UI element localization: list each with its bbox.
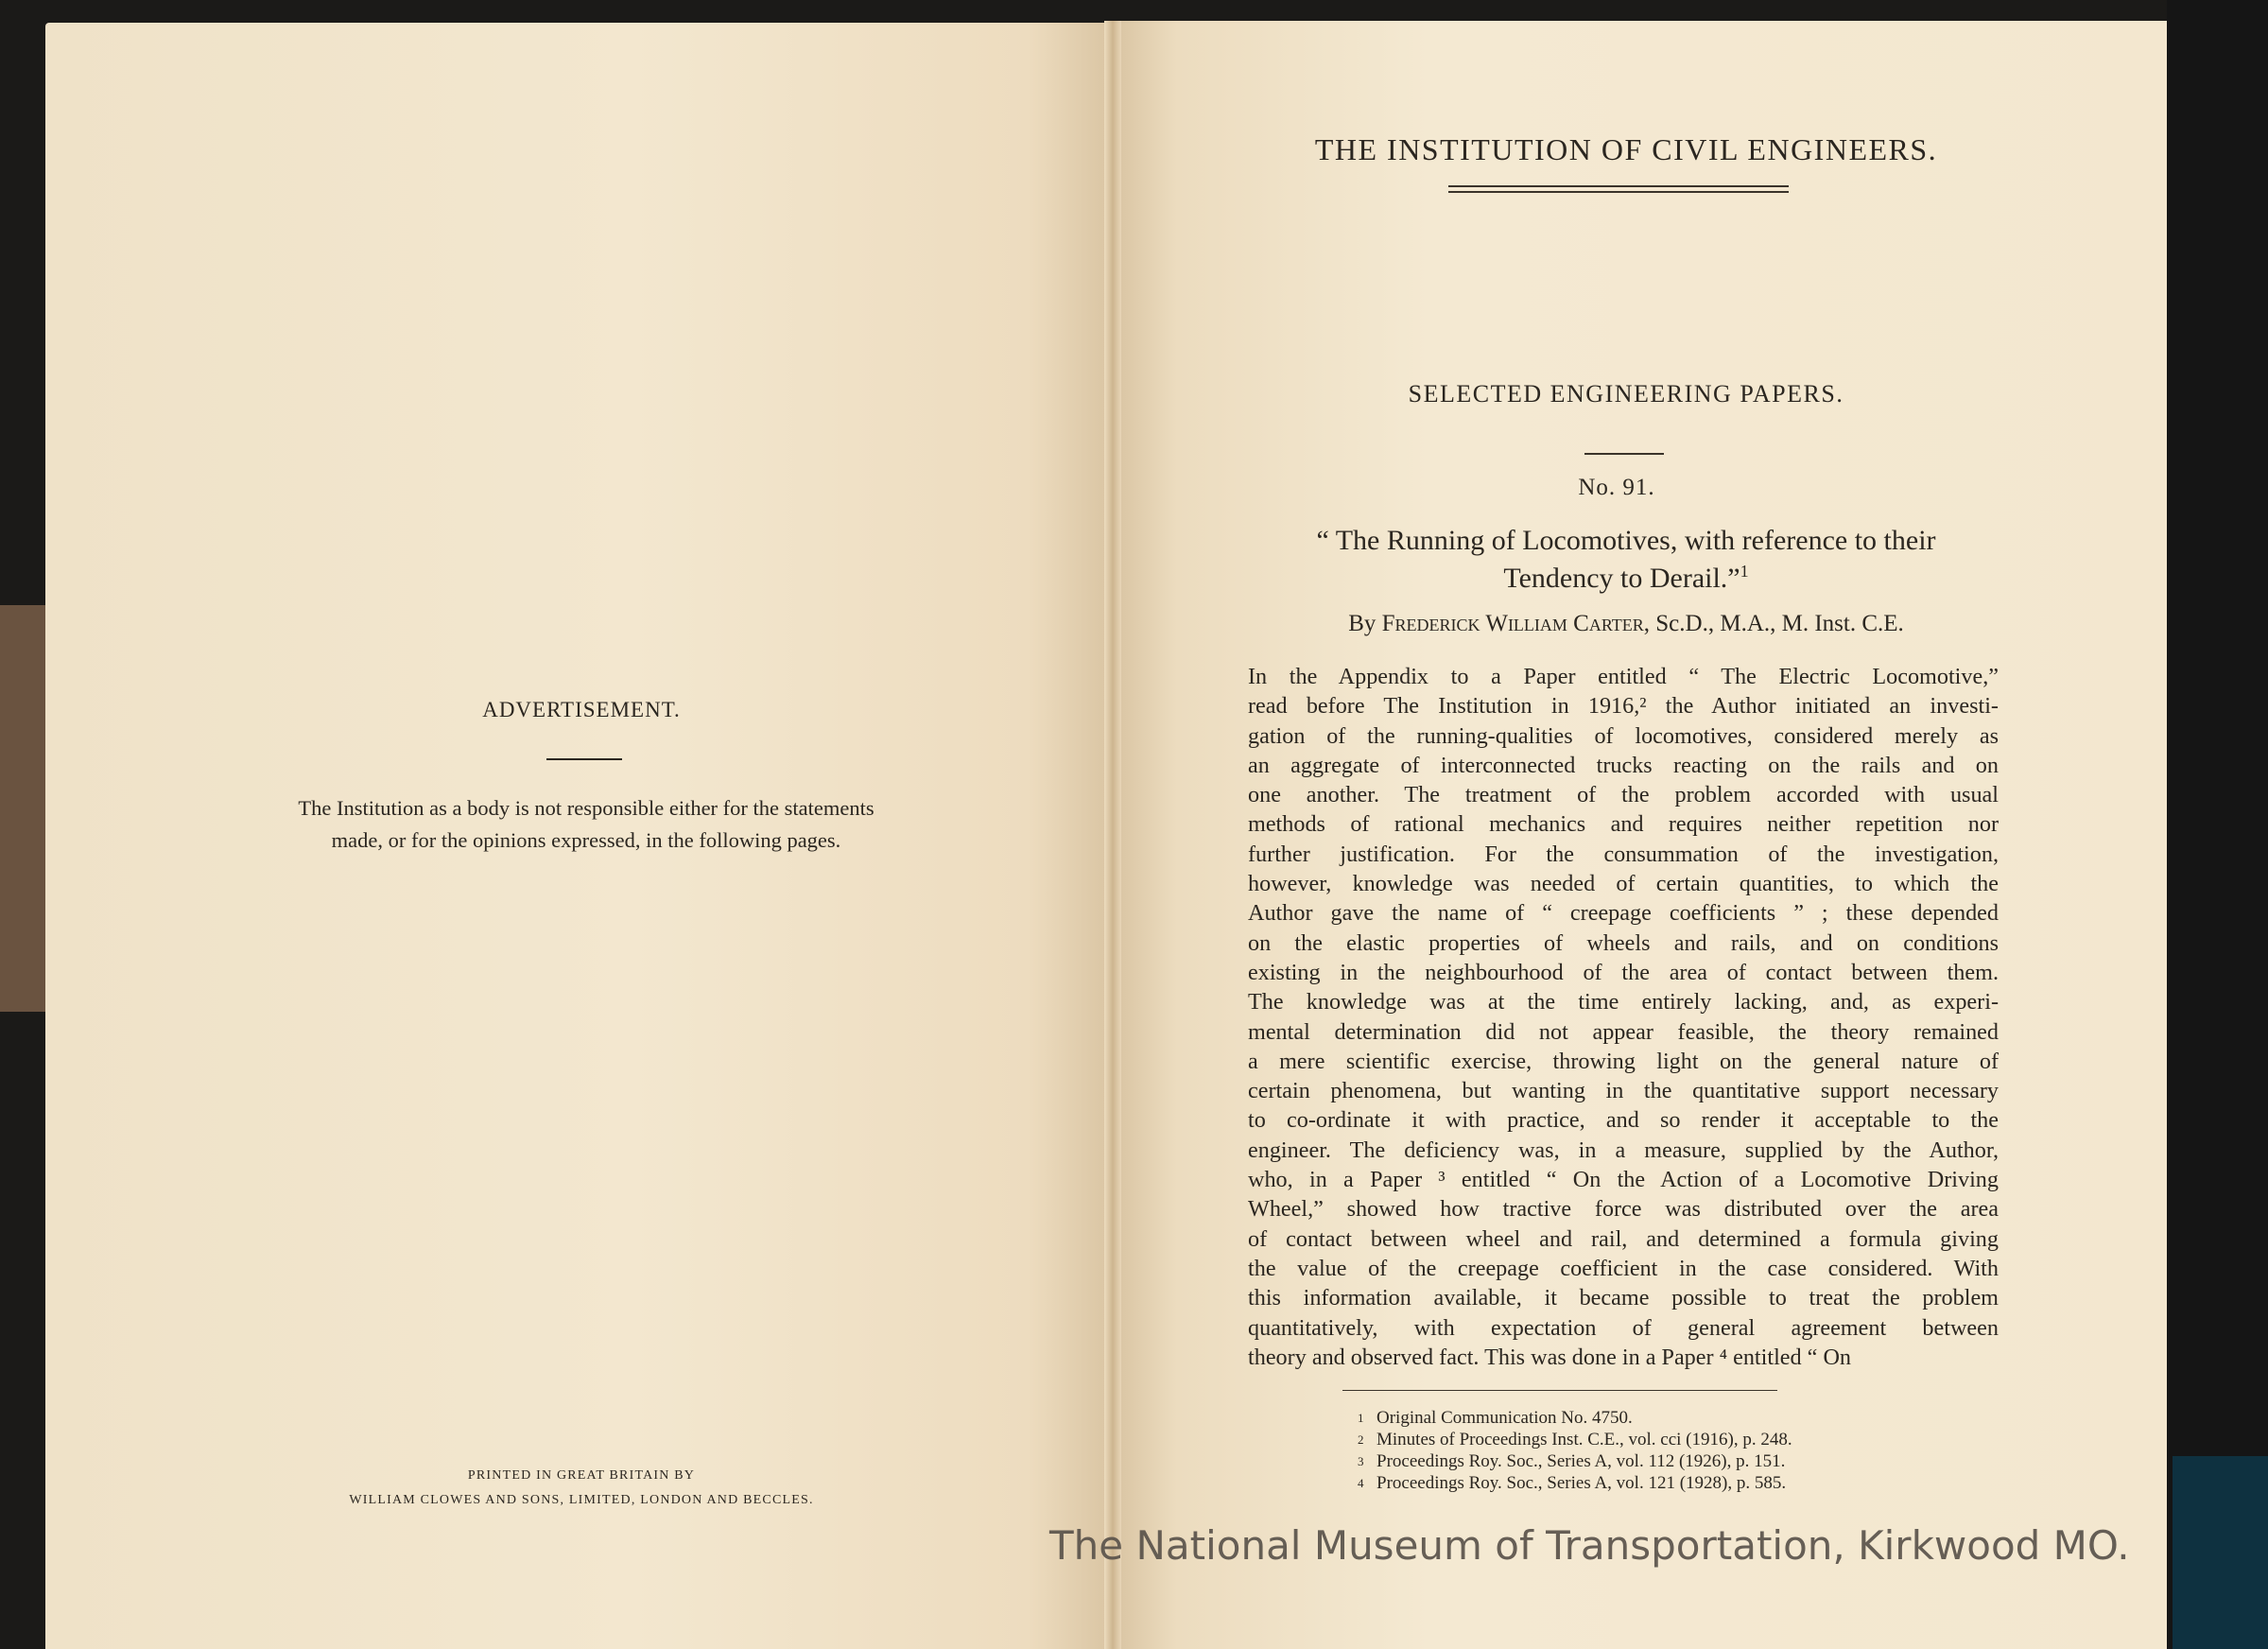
body-line: this information available, it became possible to treat the problem <box>1248 1285 1999 1311</box>
footnote <box>1358 1407 1963 1429</box>
body-line: read before The Institution in 1916,² the Author initiated an investi- <box>1248 693 1999 720</box>
background-right <box>2167 0 2268 1649</box>
series-rule <box>1584 453 1664 455</box>
institution-double-rule <box>1448 185 1789 193</box>
footnote-text: Proceedings Roy. Soc., Series A, vol. 121 (1928), p. 585. <box>1376 1473 1787 1493</box>
body-line: theory and observed fact. This was done in a Paper ⁴ entitled “ On <box>1248 1344 1852 1370</box>
footnote-rule <box>1342 1390 1777 1391</box>
paper-number: No. 91. <box>1578 475 1655 500</box>
body-line: however, knowledge was needed of certain quantities, to which the <box>1248 871 1999 897</box>
author-name: Frederick William Carter <box>1381 611 1644 636</box>
footnote-text: Minutes of Proceedings Inst. C.E., vol. cci (1916), p. 248. <box>1376 1430 1792 1449</box>
footnote-number: 3 <box>1358 1454 1364 1468</box>
body-line: certain phenomena, but wanting in the quantitative support necessary <box>1248 1078 1999 1104</box>
footnote-mark: 1 <box>1740 562 1749 581</box>
disclaimer <box>180 792 993 857</box>
printer-line: WILLIAM CLOWES AND SONS, LIMITED, LONDON AND BECCLES. <box>349 1493 814 1507</box>
footnote-number: 2 <box>1358 1432 1364 1447</box>
body-line: the value of the creepage coefficient in the case considered. With <box>1248 1255 1999 1281</box>
author-prefix: By <box>1348 611 1376 636</box>
body-line: Wheel,” showed how tractive force was distributed over the area <box>1248 1196 1999 1223</box>
body-line: one another. The treatment of the problem accorded with usual <box>1248 782 1999 808</box>
footnote <box>1358 1429 1963 1450</box>
background-strip <box>2173 1456 2268 1649</box>
institution-title: THE INSTITUTION OF CIVIL ENGINEERS. <box>1314 132 1938 166</box>
footnote-text: Proceedings Roy. Soc., Series A, vol. 112 (1926), p. 151. <box>1376 1451 1786 1471</box>
footnote-number: 4 <box>1358 1476 1364 1490</box>
body-line: mental determination did not appear feasible, the theory remained <box>1248 1018 1999 1045</box>
author-degrees: , Sc.D., M.A., M. Inst. C.E. <box>1643 611 1904 636</box>
body-line: on the elastic properties of wheels and rails, and on conditions <box>1248 929 1999 956</box>
body-line: existing in the neighbourhood of the area of contact between them. <box>1248 959 1999 985</box>
body-line: to co-ordinate it with practice, and so render it acceptable to the <box>1248 1107 1999 1134</box>
footnote <box>1358 1450 1963 1472</box>
printer-imprint <box>284 1464 879 1513</box>
footnote-text: Original Communication No. 4750. <box>1376 1408 1633 1428</box>
paper-title-text: Tendency to Derail.” <box>1503 563 1740 594</box>
body-line: The knowledge was at the time entirely lacking, and, as experi- <box>1248 989 1999 1015</box>
author-line <box>1248 611 2004 637</box>
body-line: a mere scientific exercise, throwing light on the general nature of <box>1248 1048 1999 1074</box>
cover-edge <box>0 605 47 1012</box>
paper-title-line <box>1248 560 2004 598</box>
series-title: SELECTED ENGINEERING PAPERS. <box>1408 380 1844 408</box>
body-line: engineer. The deficiency was, in a measure, supplied by the Author, <box>1248 1137 1999 1163</box>
body-line: quantitatively, with expectation of general agreement between <box>1248 1314 1999 1341</box>
body-line: Author gave the name of “ creepage coefficients ” ; these depended <box>1248 900 1999 927</box>
disclaimer-line: The Institution as a body is not responsible either for the statements <box>298 796 874 820</box>
body-line: methods of rational mechanics and requires neither repetition nor <box>1248 811 1999 838</box>
disclaimer-line: made, or for the opinions expressed, in the following pages. <box>331 828 841 852</box>
body-line: an aggregate of interconnected trucks reacting on the rails and on <box>1248 752 1999 778</box>
paper-title-line: “ The Running of Locomotives, with reference to their <box>1316 525 1936 556</box>
advertisement-rule <box>546 758 622 760</box>
body-text <box>1248 662 1999 1372</box>
body-line: who, in a Paper ³ entitled “ On the Action of a Locomotive Driving <box>1248 1167 1999 1193</box>
body-line: gation of the running-qualities of locomotives, considered merely as <box>1248 722 1999 749</box>
book-gutter <box>1104 21 1121 1649</box>
advertisement-heading: ADVERTISEMENT. <box>482 698 681 721</box>
body-line: of contact between wheel and rail, and determined a formula giving <box>1248 1225 1999 1252</box>
museum-watermark: The National Museum of Transportation, Kirkwood MO. <box>1049 1522 2130 1569</box>
body-line: further justification. For the consummation of the investigation, <box>1248 841 1999 867</box>
footnote <box>1358 1472 1963 1494</box>
body-line: In the Appendix to a Paper entitled “ The Electric Locomotive,” <box>1248 664 1999 689</box>
paper-title <box>1248 522 2004 598</box>
footnotes <box>1358 1407 1963 1494</box>
printer-line: PRINTED IN GREAT BRITAIN BY <box>467 1468 696 1483</box>
footnote-number: 1 <box>1358 1411 1364 1425</box>
